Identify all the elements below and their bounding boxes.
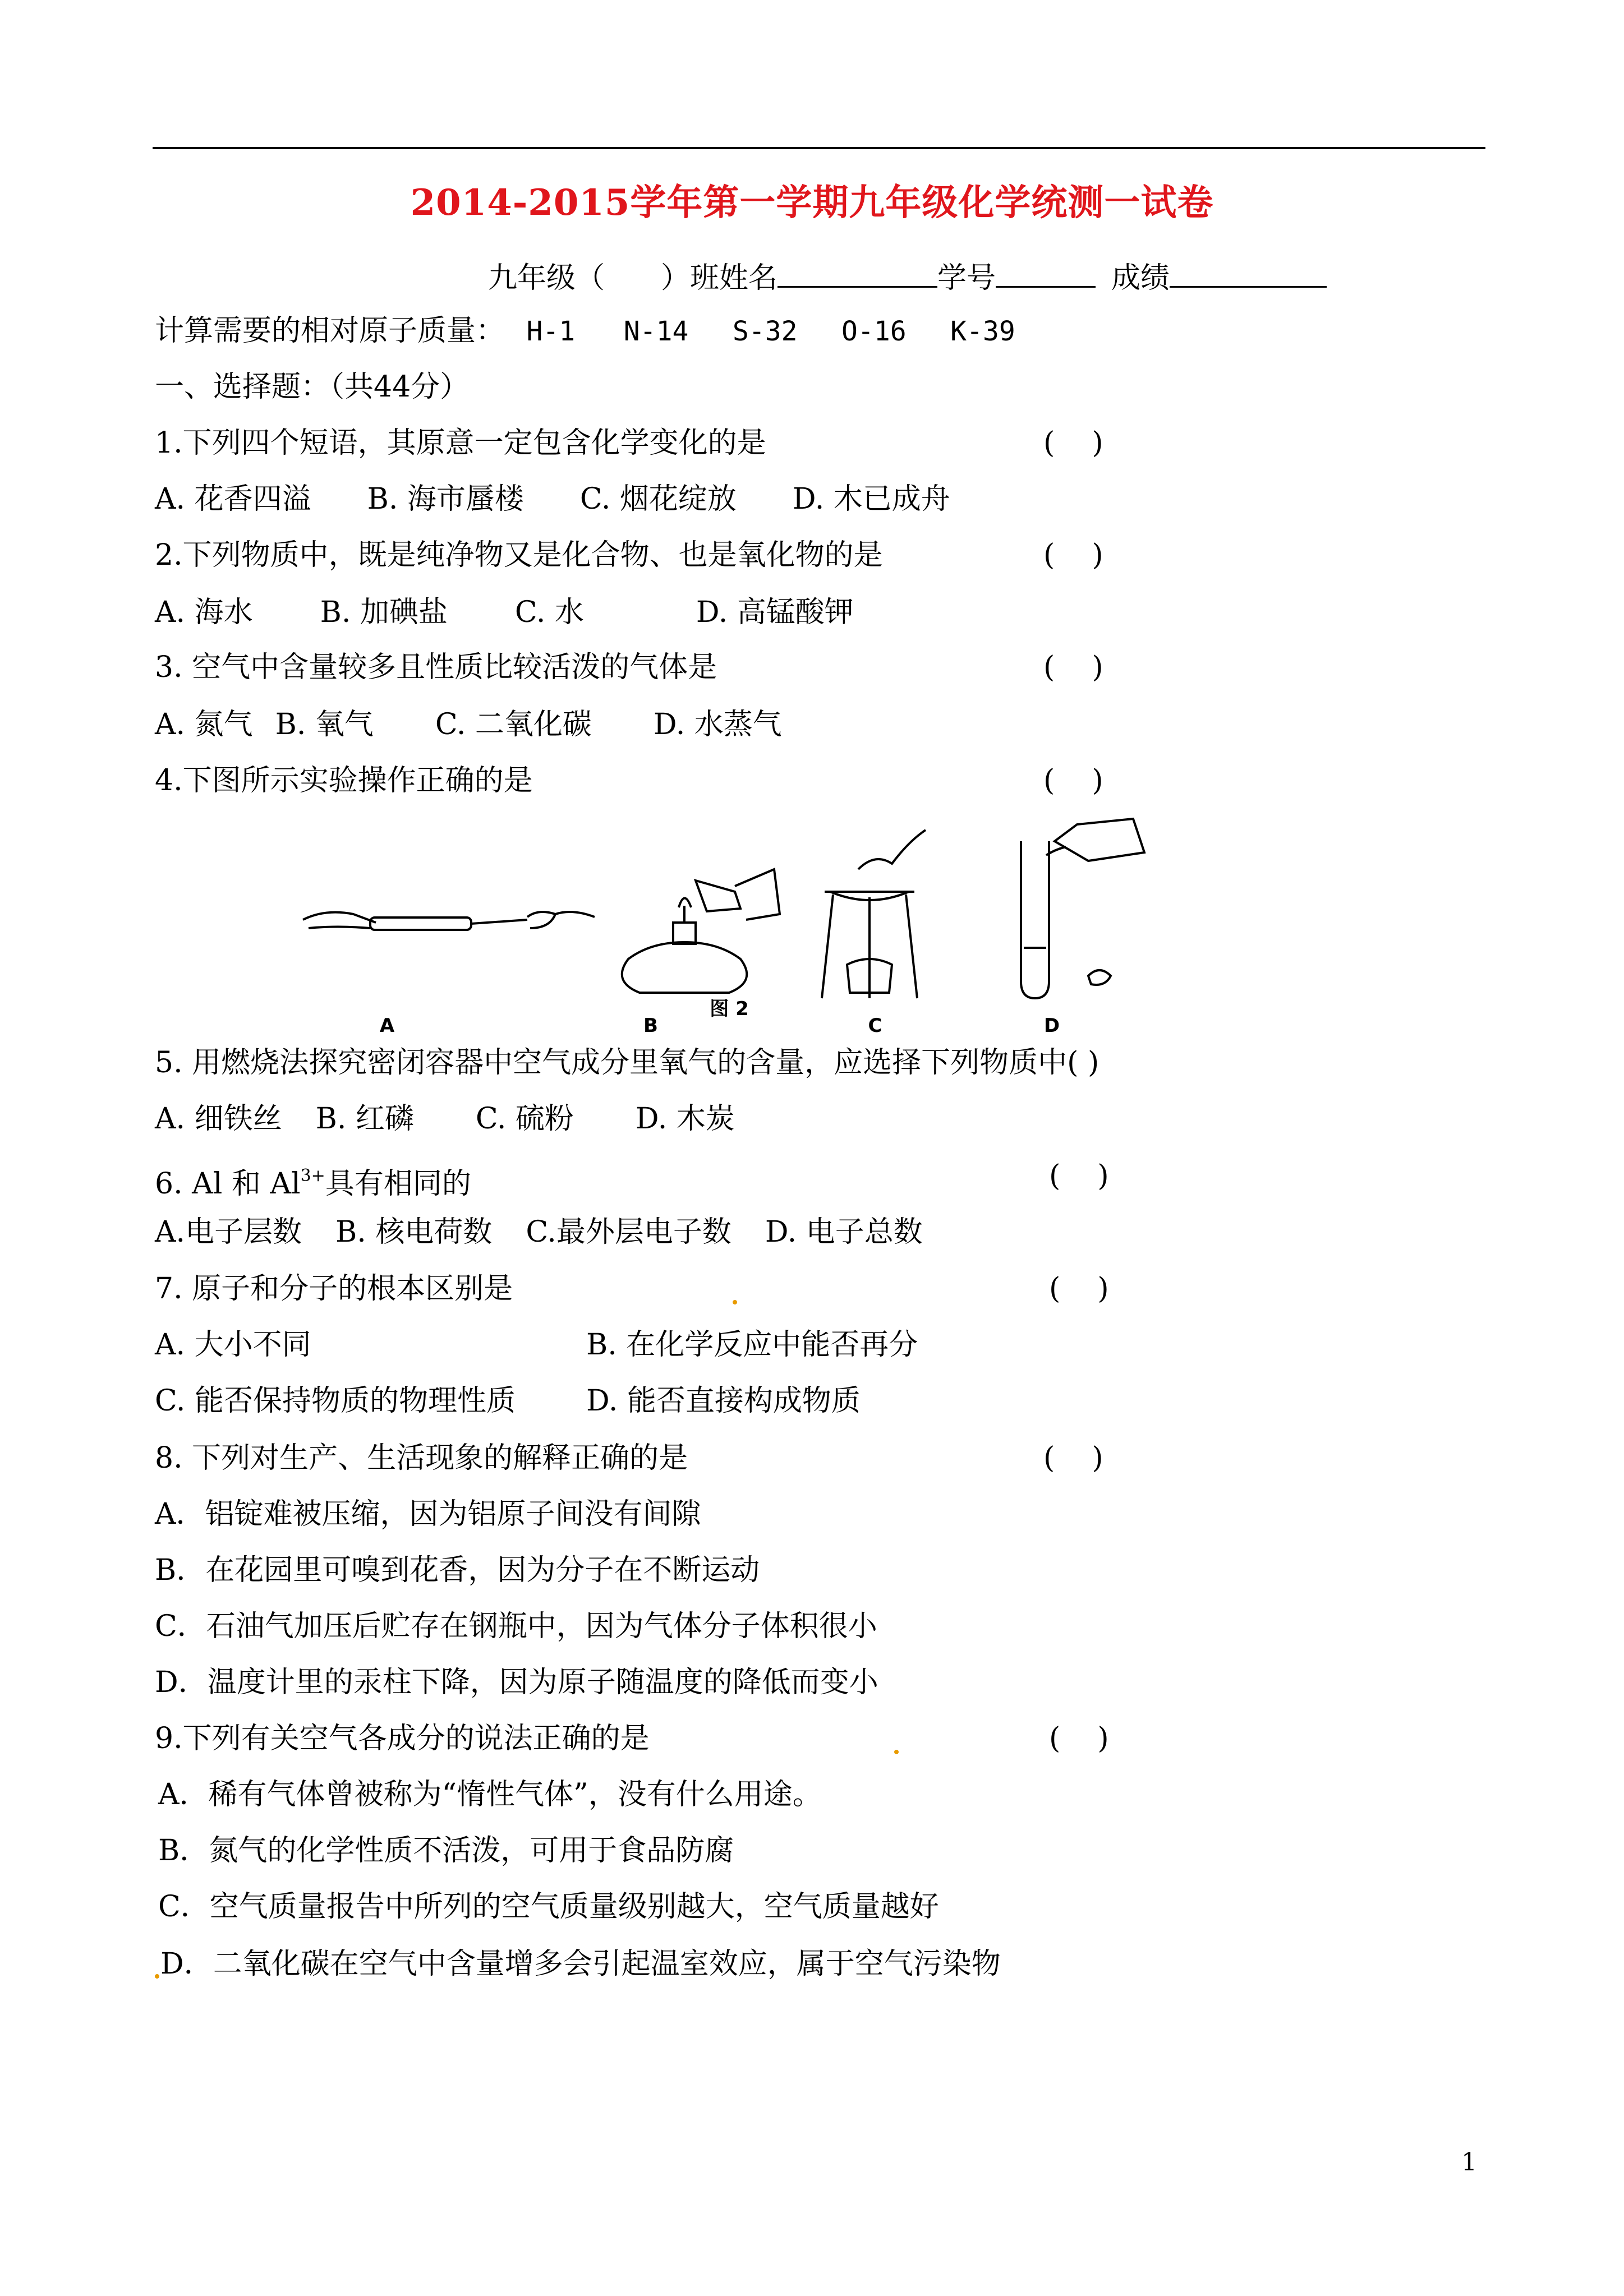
option-b[interactable]: B. 氧气: [275, 708, 374, 741]
answer-paren-2[interactable]: ( ): [1043, 538, 1103, 572]
student-info-line: [488, 258, 1327, 295]
atomic-mass-o: O-16: [841, 316, 907, 347]
question-9-stem: 9.下列有关空气各成分的说法正确的是: [155, 1722, 650, 1755]
question-2-stem: 2.下列物质中，既是纯净物又是化合物、也是氧化物的是: [155, 538, 883, 572]
exam-title: 2014-2015学年第一学期九年级化学统测一试卷: [410, 182, 1214, 224]
option-c[interactable]: C. 二氧化碳: [435, 708, 592, 741]
question-2-options: [155, 596, 854, 629]
figure-d-pouring-liquid: [1021, 819, 1144, 998]
score-field[interactable]: [1170, 258, 1327, 288]
atomic-mass-s: S-32: [732, 316, 798, 347]
orange-dot: [155, 1974, 159, 1979]
atomic-mass-k: K-39: [950, 316, 1015, 347]
option-d[interactable]: D. 电子总数: [765, 1215, 923, 1249]
question-5-options: [155, 1102, 735, 1136]
option-a[interactable]: A. 氮气: [155, 708, 253, 741]
class-name-label: ）班姓名: [661, 261, 778, 295]
question-3-options: [155, 708, 782, 741]
question-7-option-d[interactable]: D. 能否直接构成物质: [586, 1384, 861, 1418]
option-d[interactable]: D. 水蒸气: [653, 708, 782, 741]
orange-dot: [733, 1300, 737, 1304]
option-a[interactable]: A. 细铁丝: [155, 1102, 282, 1136]
question-4-stem: 4.下图所示实验操作正确的是: [155, 764, 533, 797]
option-a[interactable]: A. 花香四溢: [155, 482, 311, 516]
student-id-label: 学号: [937, 261, 996, 295]
atomic-mass-h: H-1: [526, 316, 576, 347]
question-3-stem: 3. 空气中含量较多且性质比较活泼的气体是: [155, 651, 717, 684]
option-d[interactable]: D. 木炭: [635, 1102, 735, 1136]
figure-label-a: A: [379, 1015, 395, 1037]
atomic-mass-label: 计算需要的相对原子质量：: [155, 314, 505, 348]
answer-paren-1[interactable]: ( ): [1043, 426, 1103, 460]
figure-label-c: C: [868, 1015, 882, 1037]
question-1-stem: 1.下列四个短语，其原意一定包含化学变化的是: [155, 426, 766, 460]
question-6-text-a: 6. Al 和 Al: [155, 1167, 301, 1201]
student-id-field[interactable]: [996, 258, 1096, 288]
figure-c-evaporation: [822, 830, 926, 998]
question-6-options: [155, 1215, 923, 1249]
top-rule: [153, 147, 1485, 149]
question-9-option-b[interactable]: B．氮气的化学性质不活泼，可用于食品防腐: [158, 1834, 734, 1868]
grade-label: 九年级（: [488, 261, 605, 295]
option-b[interactable]: B. 加碘盐: [320, 596, 448, 629]
question-5-stem: 5. 用燃烧法探究密闭容器中空气成分里氧气的含量，应选择下列物质中( ): [155, 1046, 1099, 1080]
figure-a-test-tube-heating: [303, 912, 595, 930]
answer-paren-9[interactable]: ( ): [1049, 1722, 1109, 1755]
name-field[interactable]: [778, 258, 937, 288]
question-8-stem: 8. 下列对生产、生活现象的解释正确的是: [155, 1441, 688, 1475]
question-9-option-a[interactable]: A．稀有气体曾被称为“惰性气体”，没有什么用途。: [158, 1778, 822, 1811]
figure-b-alcohol-lamp: [622, 869, 780, 993]
question-7-option-c[interactable]: C. 能否保持物质的物理性质: [155, 1384, 516, 1418]
figure-label-d: D: [1043, 1015, 1060, 1037]
question-8-option-b[interactable]: B．在花园里可嗅到花香，因为分子在不断运动: [155, 1553, 760, 1587]
option-a[interactable]: A. 海水: [155, 596, 253, 629]
question-6-stem: [155, 1159, 471, 1201]
figure-caption: 图 2: [710, 998, 749, 1020]
option-c[interactable]: C. 水: [514, 596, 584, 629]
question-7-option-a[interactable]: A. 大小不同: [155, 1328, 311, 1362]
question-8-option-d[interactable]: D．温度计里的汞柱下降，因为原子随温度的降低而变小: [155, 1666, 878, 1699]
question-8-option-c[interactable]: C．石油气加压后贮存在钢瓶中，因为气体分子体积很小: [155, 1610, 877, 1643]
question-7-stem: 7. 原子和分子的根本区别是: [155, 1272, 513, 1306]
answer-paren-3[interactable]: ( ): [1043, 651, 1103, 684]
question-1-options: [155, 482, 950, 516]
question-8-option-a[interactable]: A．铝锭难被压缩，因为铝原子间没有间隙: [155, 1497, 701, 1531]
option-d[interactable]: D. 高锰酸钾: [696, 596, 854, 629]
section-heading: 一、选择题：（共44分）: [155, 370, 470, 404]
question-6-text-b: 具有相同的: [325, 1167, 471, 1201]
question-7-option-b[interactable]: B. 在化学反应中能否再分: [586, 1328, 918, 1362]
atomic-mass-n: N-14: [623, 316, 689, 347]
orange-dot: [894, 1750, 899, 1754]
figure-label-b: B: [643, 1015, 658, 1037]
option-b[interactable]: B. 海市蜃楼: [367, 482, 524, 516]
page-number: 1: [1461, 2148, 1477, 2177]
question-9-option-c[interactable]: C．空气质量报告中所列的空气质量级别越大，空气质量越好: [158, 1890, 939, 1924]
experiment-figure: [292, 808, 1189, 1043]
option-c[interactable]: C.最外层电子数: [526, 1215, 732, 1249]
option-b[interactable]: B. 红磷: [315, 1102, 414, 1136]
answer-paren-4[interactable]: ( ): [1043, 764, 1103, 797]
answer-paren-7[interactable]: ( ): [1049, 1272, 1109, 1306]
option-d[interactable]: D. 木已成舟: [792, 482, 950, 516]
option-b[interactable]: B. 核电荷数: [335, 1215, 493, 1249]
atomic-mass-line: [155, 314, 1015, 348]
answer-paren-8[interactable]: ( ): [1043, 1441, 1103, 1475]
answer-paren-6[interactable]: ( ): [1049, 1159, 1109, 1193]
charge-superscript: 3+: [300, 1166, 325, 1186]
option-c[interactable]: C. 烟花绽放: [579, 482, 737, 516]
option-c[interactable]: C. 硫粉: [475, 1102, 574, 1136]
question-9-option-d[interactable]: D．二氧化碳在空气中含量增多会引起温室效应，属于空气污染物: [160, 1947, 1001, 1981]
option-a[interactable]: A.电子层数: [155, 1215, 302, 1249]
score-label: 成绩: [1111, 261, 1170, 295]
